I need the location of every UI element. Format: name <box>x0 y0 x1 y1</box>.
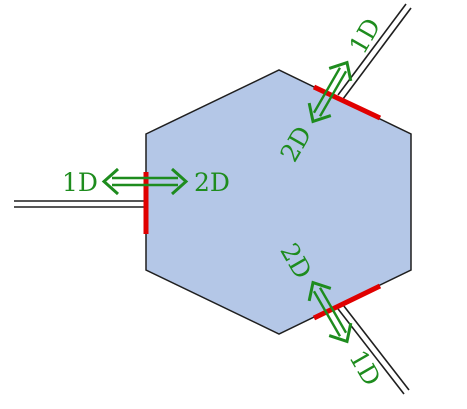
left-wire <box>14 201 146 207</box>
hexagon-2d-region <box>146 70 411 334</box>
top-right-label-2d: 2D <box>274 121 318 167</box>
top-right-wire <box>338 4 411 99</box>
top-right-label-1d: 1D <box>343 13 387 59</box>
left-label-1d: 1D <box>62 168 98 197</box>
bottom-right-label-1d: 1D <box>343 345 387 391</box>
left-label-2d: 2D <box>194 168 230 197</box>
bottom-right-label-2d: 2D <box>274 238 318 284</box>
